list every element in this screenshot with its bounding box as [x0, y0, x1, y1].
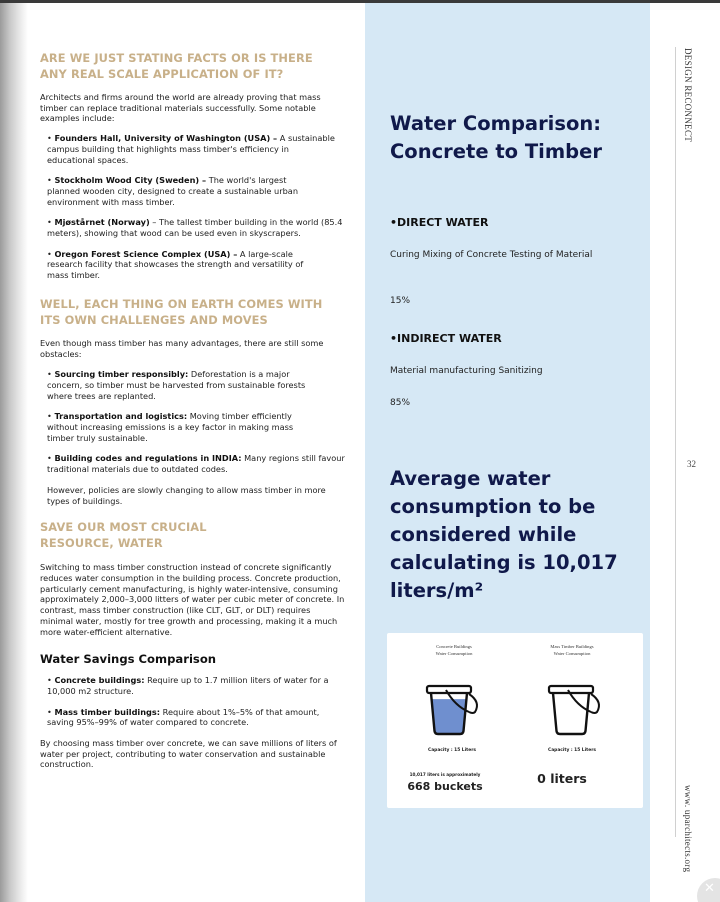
- left-page: [40, 50, 360, 770]
- page-gutter-shadow: [0, 3, 28, 902]
- direct-water-percent: 15%: [390, 296, 411, 306]
- section-outro: However, policies are slowly changing to allow mass timber in more types of buildings.: [47, 484, 326, 506]
- section-heading-challenges: WELL, EACH THING ON EARTH COMES WITH ITS OWN CHALLENGES AND MOVES: [40, 296, 323, 327]
- bucket-comparison-card: [387, 633, 643, 808]
- section-heading-water: SAVE OUR MOST CRUCIAL RESOURCE, WATER: [40, 520, 207, 551]
- example-item: • Stockholm Wood City (Sweden) – The world's largest planned wooden city, designed to create a sustainable urban environment with mass timber.: [47, 175, 299, 207]
- section-intro: Even though mass timber has many advantages, there are still some obstacles:: [40, 337, 324, 359]
- challenge-item: • Building codes and regulations in INDIA: Many regions still favour traditional materials due to outdated codes.: [47, 453, 345, 475]
- average-consumption-callout: Average water consumption to be considered while calculating is 10,017 liters/m²: [390, 467, 618, 602]
- example-item: • Mjøstårnet (Norway) – The tallest timber building in the world (85.4 meters), showing that wood can be used even in skyscrapers.: [47, 217, 343, 239]
- direct-water-description: Curing Mixing of Concrete Testing of Material: [390, 250, 593, 260]
- section-heading-real-scale: ARE WE JUST STATING FACTS OR IS THERE ANY REAL SCALE APPLICATION OF IT?: [40, 51, 313, 81]
- example-item: • Oregon Forest Science Complex (USA) – A large-scale research facility that showcases the strength and versatility of mass timber.: [47, 248, 304, 281]
- magazine-name: DESIGN RECONNECT: [683, 48, 693, 143]
- timber-bucket-label: Mass Timber Buildings Water Consumption: [550, 644, 594, 656]
- margin-rule: [675, 47, 676, 837]
- concrete-bucket-capacity: Capacity : 15 Liters: [428, 748, 476, 753]
- savings-item: • Concrete buildings: Require up to 1.7 million liters of water for a 10,000 m2 structure.: [47, 675, 329, 696]
- concrete-bucket-note: 10,017 liters is approximately: [409, 772, 481, 777]
- example-item: • Founders Hall, University of Washington (USA) – A sustainable campus building that highlights mass timber's efficiency in educational spaces.: [47, 133, 335, 165]
- close-icon[interactable]: ✕: [697, 878, 720, 902]
- concrete-bucket-label: Concrete Buildings Water Consumption: [435, 644, 473, 656]
- indirect-water-percent: 85%: [390, 398, 411, 408]
- direct-water-heading: •DIRECT WATER: [390, 216, 489, 229]
- indirect-water-description: Material manufacturing Sanitizing: [390, 366, 543, 376]
- section-outro: By choosing mass timber over concrete, we can save millions of liters of water per project, contributing to water conservation and sustainable construction.: [40, 738, 337, 770]
- concrete-bucket-result: 668 buckets: [407, 780, 483, 793]
- concrete-bucket-icon: [425, 684, 485, 736]
- section-heading-savings: Water Savings Comparison: [40, 652, 217, 667]
- timber-bucket-capacity: Capacity : 15 Liters: [548, 748, 596, 753]
- page-number: 32: [687, 459, 696, 469]
- timber-bucket-result: 0 liters: [537, 771, 587, 786]
- savings-item: • Mass timber buildings: Require about 1%–5% of that amount, saving 95%–99% of water compared to concrete.: [47, 706, 320, 728]
- indirect-water-heading: •INDIRECT WATER: [390, 332, 502, 345]
- section-intro: Architects and firms around the world are already proving that mass timber can replace traditional materials successfully. Some notable examples include:: [40, 92, 321, 124]
- section-body: Switching to mass timber construction instead of concrete significantly reduces water consumption in the building process. Concrete production, particularly cement manufacturing, is highly water-intensive, consuming approximately 2,000–3,000 litters of water per cubic meter of concrete. In contrast, mass timber construction (like CLT, GLT, or DLT) requires minimal water, mostly for tree growth and processing, making it a much more water-efficient alternative.: [40, 562, 345, 637]
- panel-title: Water Comparison: Concrete to Timber: [390, 112, 602, 163]
- website-url: www. uparchitects.org: [683, 785, 693, 873]
- challenge-item: • Transportation and logistics: Moving timber efficiently without increasing emissions is a key factor in making mass timber truly sustainable.: [47, 411, 294, 443]
- bucket-water-fill: [432, 699, 467, 734]
- challenge-item: • Sourcing timber responsibly: Deforestation is a major concern, so timber must be harvested from sustainable forests where trees are replanted.: [47, 369, 306, 401]
- timber-bucket-icon: [547, 684, 607, 736]
